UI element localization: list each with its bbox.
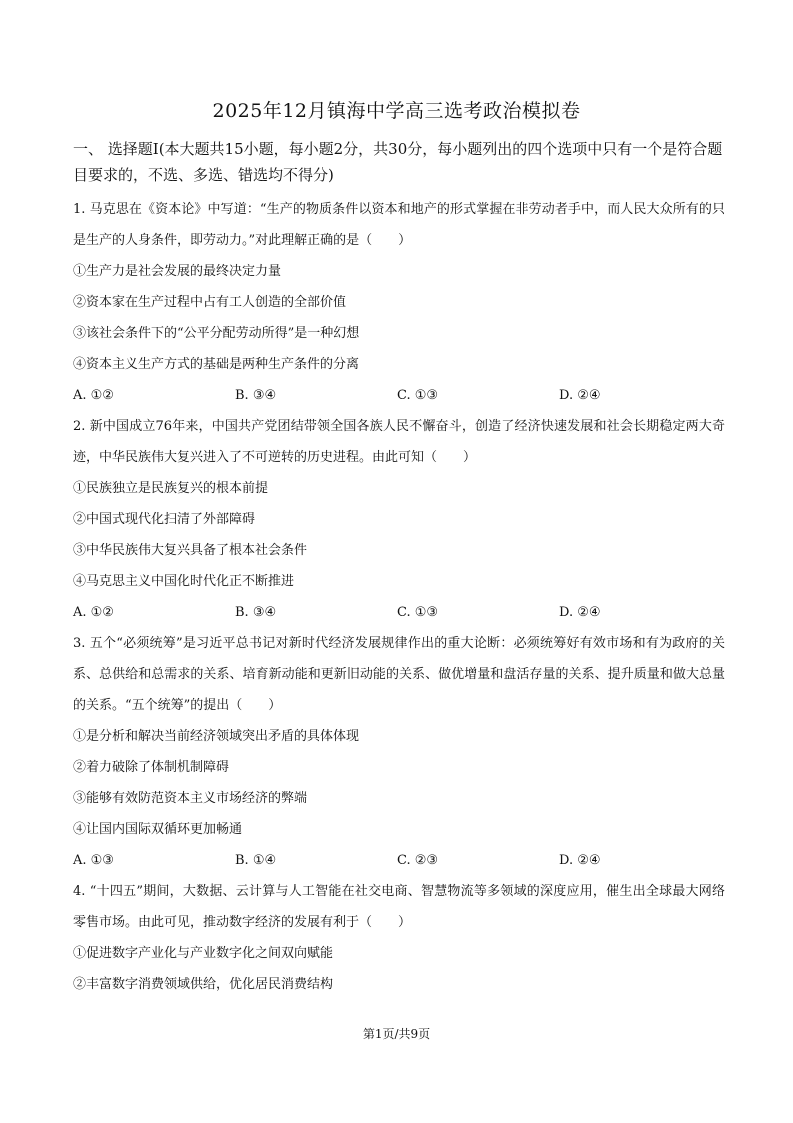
- statement-option: ④马克思主义中国化时代化正不断推进: [73, 574, 295, 589]
- page-title: 2025年12月镇海中学高三选考政治模拟卷: [212, 100, 581, 122]
- choice-c: C. ①③: [397, 388, 439, 403]
- statement-option: ①是分析和解决当前经济领域突出矛盾的具体体现: [73, 729, 360, 744]
- statement-option: ②着力破除了体制机制障碍: [73, 760, 230, 775]
- statement-option: ②丰富数字消费领域供给，优化居民消费结构: [73, 977, 334, 992]
- statement-option: ②中国式现代化扫清了外部障碍: [73, 512, 256, 527]
- choice-a: A. ①②: [73, 388, 114, 403]
- question-3: [73, 628, 725, 876]
- choice-c: C. ①③: [397, 605, 439, 620]
- statement-option: ①促进数字产业化与产业数字化之间双向赋能: [73, 946, 334, 961]
- statement-option: ①生产力是社会发展的最终决定力量: [73, 264, 282, 279]
- question-4: [73, 876, 725, 1000]
- choice-d: D. ②④: [559, 853, 601, 868]
- choice-b: B. ③④: [235, 388, 277, 403]
- choice-c: C. ②③: [397, 853, 439, 868]
- question-stem: 1. 马克思在《资本论》中写道：“生产的物质条件以资本和地产的形式掌握在非劳动者手中，而人民大众所有的只是生产的人身条件，即劳动力。”对此理解正确的是（ ）: [73, 202, 725, 248]
- answer-choices: [73, 845, 725, 876]
- statement-option: ①民族独立是民族复兴的根本前提: [73, 481, 269, 496]
- choice-d: D. ②④: [559, 388, 601, 403]
- statement-option: ④让国内国际双循环更加畅通: [73, 822, 243, 837]
- statement-option: ②资本家在生产过程中占有工人创造的全部价值: [73, 295, 347, 310]
- choice-b: B. ③④: [235, 605, 277, 620]
- statement-option: ③能够有效防范资本主义市场经济的弊端: [73, 791, 308, 806]
- question-1: [73, 194, 725, 411]
- statement-option: ③中华民族伟大复兴具备了根本社会条件: [73, 543, 308, 558]
- question-stem: 2. 新中国成立76年来，中国共产党团结带领全国各族人民不懈奋斗，创造了经济快速发展和社会长期稳定两大奇迹，中华民族伟大复兴进入了不可逆转的历史进程。由此可知（ ）: [73, 419, 725, 465]
- statement-option: ④资本主义生产方式的基础是两种生产条件的分离: [73, 357, 360, 372]
- choice-a: A. ①③: [73, 853, 114, 868]
- question-stem: 4. “十四五”期间，大数据、云计算与人工智能在社交电商、智慧物流等多领域的深度应用，催生出全球最大网络零售市场。由此可见，推动数字经济的发展有利于（ ）: [73, 884, 725, 930]
- question-2: [73, 411, 725, 628]
- choice-d: D. ②④: [559, 605, 601, 620]
- answer-choices: [73, 597, 725, 628]
- question-list: [73, 194, 725, 1000]
- answer-choices: [73, 380, 725, 411]
- section-heading: 一、 选择题Ⅰ(本大题共15小题，每小题2分，共30分，每小题列出的四个选项中只有一个是符合题目要求的，不选、多选、错选均不得分): [73, 140, 723, 184]
- choice-a: A. ①②: [73, 605, 114, 620]
- question-stem: 3. 五个“必须统筹”是习近平总书记对新时代经济发展规律作出的重大论断：必须统筹好有效市场和有为政府的关系、总供给和总需求的关系、培育新动能和更新旧动能的关系、做优增量和盘活存量的关系、提升质量和做大总量的关系。“五个统筹”的提出（ ）: [73, 636, 725, 713]
- statement-option: ③该社会条件下的“公平分配劳动所得”是一种幻想: [73, 326, 360, 341]
- choice-b: B. ①④: [235, 853, 277, 868]
- page-number-footer: 第1页/共9页: [362, 1027, 431, 1041]
